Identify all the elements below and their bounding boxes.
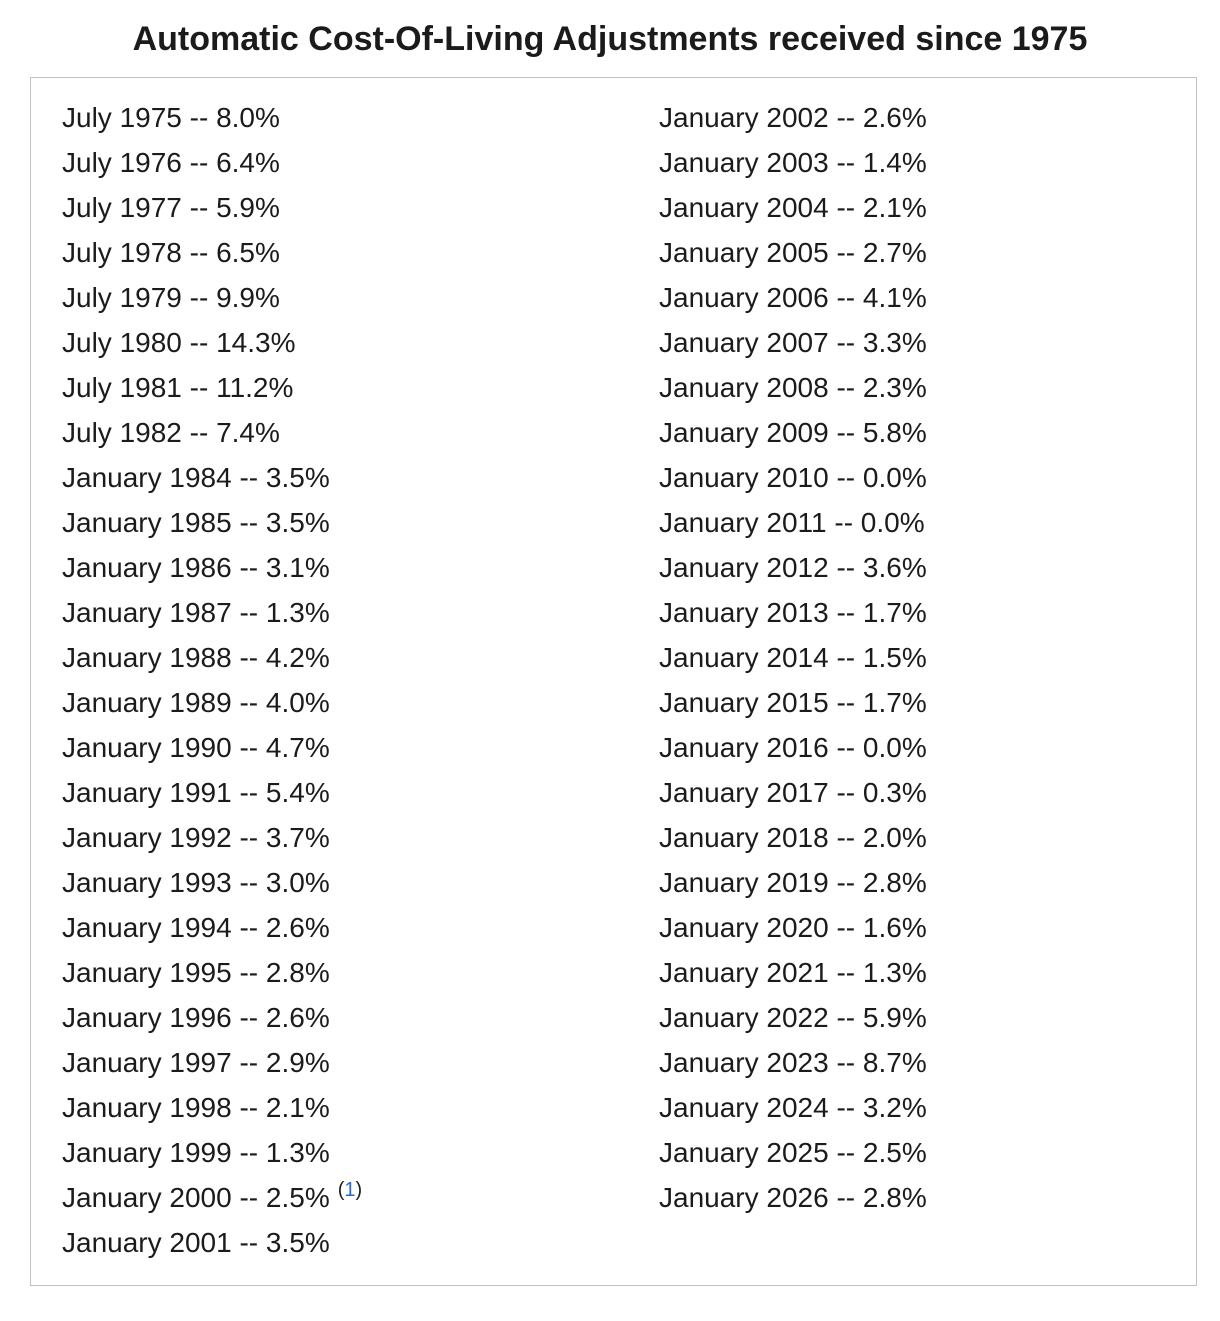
cola-entry: [659, 635, 1196, 680]
cola-entry-text: January 2022 -- 5.9%: [659, 1002, 927, 1033]
cola-box: [30, 77, 1197, 1286]
cola-entry-text: January 1995 -- 2.8%: [62, 957, 330, 988]
cola-entry: [659, 905, 1196, 950]
cola-entry: [659, 725, 1196, 770]
cola-entry-text: July 1978 -- 6.5%: [62, 237, 280, 268]
cola-entry: [62, 1085, 628, 1130]
cola-entry-text: January 1994 -- 2.6%: [62, 912, 330, 943]
cola-column-left: [31, 95, 628, 1265]
cola-entry: [659, 860, 1196, 905]
cola-entry: [659, 815, 1196, 860]
cola-entry-text: January 2013 -- 1.7%: [659, 597, 927, 628]
cola-entry: [659, 680, 1196, 725]
cola-entry-text: January 2015 -- 1.7%: [659, 687, 927, 718]
cola-entry: [62, 365, 628, 410]
cola-entry: [62, 185, 628, 230]
cola-entry: [62, 995, 628, 1040]
cola-entry: [62, 815, 628, 860]
footnote-paren-close: ): [355, 1178, 363, 1201]
cola-entry-text: January 2025 -- 2.5%: [659, 1137, 927, 1168]
cola-entry: [659, 1085, 1196, 1130]
cola-entry-text: January 1996 -- 2.6%: [62, 1002, 330, 1033]
cola-entry: [659, 500, 1196, 545]
cola-entry: [62, 635, 628, 680]
cola-entry-text: January 1998 -- 2.1%: [62, 1092, 330, 1123]
cola-entry: [659, 140, 1196, 185]
cola-entry: [62, 140, 628, 185]
cola-entry: [659, 95, 1196, 140]
cola-entry-text: January 2026 -- 2.8%: [659, 1182, 927, 1213]
cola-entry: [659, 365, 1196, 410]
cola-entry-text: January 1991 -- 5.4%: [62, 777, 330, 808]
cola-entry-text: January 2005 -- 2.7%: [659, 237, 927, 268]
cola-entry: [62, 95, 628, 140]
cola-entry-text: January 2008 -- 2.3%: [659, 372, 927, 403]
cola-entry: [62, 680, 628, 725]
cola-entry-text: January 2001 -- 3.5%: [62, 1227, 330, 1258]
cola-entry-text: January 2020 -- 1.6%: [659, 912, 927, 943]
footnote-link[interactable]: 1: [344, 1178, 356, 1201]
cola-entry: [62, 230, 628, 275]
page-title: Automatic Cost-Of-Living Adjustments received since 1975: [132, 20, 1088, 58]
cola-entry: [62, 500, 628, 545]
footnote-paren-open: (: [337, 1178, 345, 1201]
cola-entry: [659, 230, 1196, 275]
cola-columns: [31, 95, 1196, 1265]
cola-entry: [62, 1040, 628, 1085]
cola-page: [0, 19, 1220, 1321]
cola-entry: [62, 1130, 628, 1175]
cola-entry-text: January 1989 -- 4.0%: [62, 687, 330, 718]
cola-entry: [659, 995, 1196, 1040]
cola-entry: [659, 455, 1196, 500]
cola-entry-text: January 2012 -- 3.6%: [659, 552, 927, 583]
cola-entry-text: January 2018 -- 2.0%: [659, 822, 927, 853]
cola-entry-text: January 2004 -- 2.1%: [659, 192, 927, 223]
cola-entry-text: January 2021 -- 1.3%: [659, 957, 927, 988]
cola-entry: [62, 905, 628, 950]
cola-entry-text: January 1992 -- 3.7%: [62, 822, 330, 853]
cola-entry: [659, 320, 1196, 365]
cola-entry-text: January 2024 -- 3.2%: [659, 1092, 927, 1123]
footnote-marker: [338, 1179, 362, 1201]
cola-entry-text: January 2003 -- 1.4%: [659, 147, 927, 178]
cola-entry-text: July 1977 -- 5.9%: [62, 192, 280, 223]
cola-entry: [659, 590, 1196, 635]
cola-entry-text: January 2019 -- 2.8%: [659, 867, 927, 898]
cola-entry-text: January 2023 -- 8.7%: [659, 1047, 927, 1078]
cola-entry-text: January 2016 -- 0.0%: [659, 732, 927, 763]
cola-entry-text: July 1982 -- 7.4%: [62, 417, 280, 448]
cola-entry: [659, 1175, 1196, 1220]
cola-entry-text: January 1993 -- 3.0%: [62, 867, 330, 898]
cola-entry-text: July 1975 -- 8.0%: [62, 102, 280, 133]
cola-entry: [659, 1040, 1196, 1085]
cola-entry: [659, 185, 1196, 230]
cola-entry: [62, 860, 628, 905]
cola-entry: [62, 950, 628, 995]
cola-entry-text: January 2002 -- 2.6%: [659, 102, 927, 133]
cola-entry: [62, 455, 628, 500]
cola-entry-text: January 2009 -- 5.8%: [659, 417, 927, 448]
cola-entry: [659, 545, 1196, 590]
cola-entry: [62, 275, 628, 320]
cola-entry-text: January 2017 -- 0.3%: [659, 777, 927, 808]
cola-entry: [62, 590, 628, 635]
cola-entry: [659, 770, 1196, 815]
cola-entry: [62, 1220, 628, 1265]
cola-entry: [62, 770, 628, 815]
cola-entry-text: July 1979 -- 9.9%: [62, 282, 280, 313]
cola-entry-text: January 1997 -- 2.9%: [62, 1047, 330, 1078]
cola-entry: [62, 410, 628, 455]
cola-entry: [659, 410, 1196, 455]
cola-entry: [62, 725, 628, 770]
cola-entry-text: July 1981 -- 11.2%: [62, 372, 294, 403]
cola-entry-text: January 1988 -- 4.2%: [62, 642, 330, 673]
cola-entry-text: January 1990 -- 4.7%: [62, 732, 330, 763]
cola-entry-text: January 2011 -- 0.0%: [659, 507, 925, 538]
cola-column-right: [628, 95, 1196, 1220]
cola-entry-text: July 1980 -- 14.3%: [62, 327, 296, 358]
cola-entry: [659, 275, 1196, 320]
cola-entry-text: January 2014 -- 1.5%: [659, 642, 927, 673]
cola-entry-text: January 2010 -- 0.0%: [659, 462, 927, 493]
cola-entry-text: January 1985 -- 3.5%: [62, 507, 330, 538]
cola-entry-text: January 1986 -- 3.1%: [62, 552, 330, 583]
cola-entry-text: January 1984 -- 3.5%: [62, 462, 330, 493]
cola-entry: [62, 545, 628, 590]
cola-entry-text: January 2006 -- 4.1%: [659, 282, 927, 313]
cola-entry: [659, 950, 1196, 995]
cola-entry-text: January 1987 -- 1.3%: [62, 597, 330, 628]
cola-entry: [62, 320, 628, 365]
cola-entry-text: July 1976 -- 6.4%: [62, 147, 280, 178]
cola-entry: [62, 1175, 628, 1220]
cola-entry-text: January 2007 -- 3.3%: [659, 327, 927, 358]
cola-entry-text: January 2000 -- 2.5%: [62, 1182, 330, 1213]
cola-entry: [659, 1130, 1196, 1175]
cola-entry-text: January 1999 -- 1.3%: [62, 1137, 330, 1168]
